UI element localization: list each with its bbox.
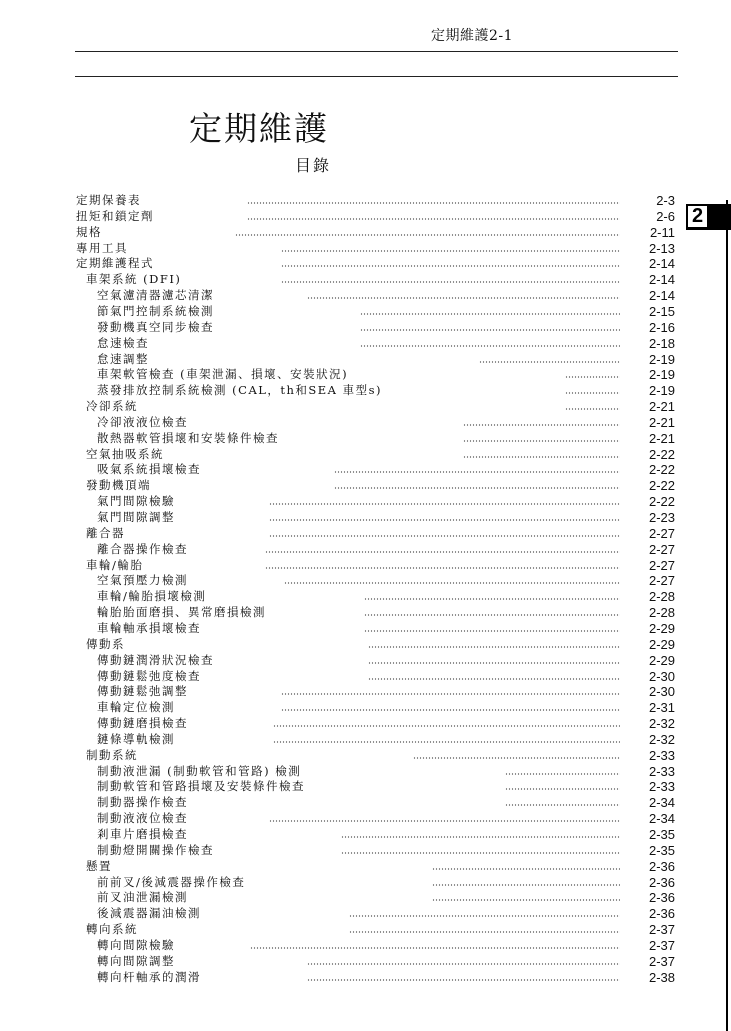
toc-entry-label: 制動軟管和管路損壞及安裝條件檢查	[97, 779, 305, 794]
dot-leader	[307, 297, 620, 299]
toc-entry-page: 2-23	[648, 510, 675, 525]
toc-entry-page: 2-31	[648, 700, 675, 716]
dot-leader	[463, 440, 620, 442]
toc-entry-page: 2-29	[648, 652, 675, 668]
toc-entry-label: 車輪軸承損壞檢查	[97, 620, 201, 635]
toc-entry[interactable]	[0, 320, 731, 336]
toc-heading: 目錄	[295, 156, 332, 175]
toc-entry-page: 2-14	[648, 272, 675, 288]
dot-leader	[235, 234, 620, 236]
dot-leader	[281, 250, 620, 252]
toc-entry-page: 2-30	[648, 684, 675, 700]
toc-entry-label: 空氣濾清器濾芯清潔	[97, 288, 214, 303]
toc-entry[interactable]	[0, 795, 731, 811]
toc-entry[interactable]	[0, 288, 731, 304]
toc-entry[interactable]	[0, 779, 731, 795]
dot-leader	[269, 820, 620, 822]
dot-leader	[463, 424, 620, 426]
dot-leader	[269, 503, 620, 505]
toc-entry[interactable]	[0, 637, 731, 653]
toc-entry[interactable]	[0, 225, 731, 241]
dot-leader	[247, 218, 620, 220]
toc-entry-page: 2-19	[648, 367, 675, 383]
toc-entry[interactable]	[0, 653, 731, 669]
toc-entry-page: 2-33	[648, 763, 675, 779]
toc-entry-label: 怠速檢查	[97, 335, 149, 350]
toc-entry[interactable]	[0, 336, 731, 352]
toc-entry-label: 轉向系統	[86, 922, 138, 937]
toc-entry[interactable]	[0, 558, 731, 574]
toc-entry[interactable]	[0, 859, 731, 875]
toc-entry[interactable]	[0, 352, 731, 368]
toc-entry-label: 冷卻液液位檢查	[97, 414, 188, 429]
toc-entry-page: 2-37	[648, 937, 675, 953]
dot-leader	[432, 868, 620, 870]
toc-entry-page: 2-32	[648, 731, 675, 747]
toc-entry[interactable]	[0, 431, 731, 447]
toc-entry[interactable]	[0, 573, 731, 589]
toc-entry-label: 離合器操作檢查	[97, 541, 188, 556]
dot-leader	[265, 551, 620, 553]
toc-entry-label: 空氣抽吸系統	[86, 446, 164, 461]
toc-entry-label: 前叉油泄漏檢測	[97, 890, 188, 905]
toc-entry[interactable]	[0, 922, 731, 938]
toc-entry-label: 車輪/輪胎	[86, 557, 144, 572]
toc-entry[interactable]	[0, 256, 731, 272]
toc-entry[interactable]	[0, 906, 731, 922]
toc-entry-label: 鏈條導軌檢測	[97, 731, 175, 746]
toc-entry-label: 輪胎胎面磨損、異常磨損檢測	[97, 605, 266, 620]
dot-leader	[269, 535, 620, 537]
toc-entry[interactable]	[0, 383, 731, 399]
dot-leader	[413, 757, 620, 759]
header-rule-top	[75, 51, 678, 52]
toc-entry[interactable]	[0, 193, 731, 209]
toc-entry-label: 轉向杆軸承的潤滑	[97, 969, 201, 984]
toc-entry-page: 2-27	[648, 557, 675, 573]
toc-entry[interactable]	[0, 843, 731, 859]
toc-entry-label: 車架軟管檢查 (車架泄漏、損壞、安裝狀況)	[97, 367, 349, 382]
toc-entry-label: 節氣門控制系統檢測	[97, 303, 214, 318]
dot-leader	[250, 947, 620, 949]
toc-entry[interactable]	[0, 621, 731, 637]
dot-leader	[281, 693, 620, 695]
toc-entry-label: 轉向間隙檢驗	[97, 937, 175, 952]
dot-leader	[341, 852, 620, 854]
dot-leader	[284, 582, 620, 584]
toc-entry[interactable]	[0, 415, 731, 431]
toc-entry[interactable]	[0, 589, 731, 605]
toc-entry[interactable]	[0, 890, 731, 906]
header-rule-bottom	[75, 76, 678, 77]
toc-entry-page: 2-21	[648, 399, 675, 415]
toc-entry-page: 2-14	[648, 288, 675, 304]
toc-entry-page: 2-32	[648, 716, 675, 732]
toc-entry-page: 2-6	[656, 208, 675, 224]
toc-entry-label: 專用工具	[76, 240, 128, 255]
toc-entry[interactable]	[0, 970, 731, 986]
toc-entry-label: 轉向間隙調整	[97, 953, 175, 968]
dot-leader	[360, 345, 620, 347]
toc-entry-label: 扭矩和鎖定劑	[76, 208, 154, 223]
toc-entry[interactable]	[0, 447, 731, 463]
toc-entry-page: 2-34	[648, 795, 675, 811]
toc-entry-page: 2-35	[648, 827, 675, 842]
toc-entry[interactable]	[0, 478, 731, 494]
toc-entry-page: 2-29	[648, 636, 675, 652]
toc-entry-page: 2-22	[648, 446, 675, 462]
toc-entry-page: 2-37	[648, 922, 675, 938]
toc-entry-page: 2-27	[648, 573, 675, 589]
dot-leader	[281, 265, 620, 267]
toc-entry-label: 懸置	[86, 858, 112, 873]
toc-entry-page: 2-27	[648, 525, 675, 541]
toc-entry[interactable]	[0, 700, 731, 716]
toc-entry-page: 2-14	[648, 256, 675, 272]
toc-entry-label: 剎車片磨損檢查	[97, 827, 188, 841]
toc-entry-page: 2-38	[648, 969, 675, 985]
dot-leader	[505, 788, 620, 790]
toc-entry-label: 氣門間隙檢驗	[97, 494, 175, 509]
toc-entry-page: 2-22	[648, 494, 675, 510]
toc-entry[interactable]	[0, 367, 731, 383]
toc-entry[interactable]	[0, 764, 731, 780]
dot-leader	[364, 598, 620, 600]
toc-entry-label: 散熱器軟管損壞和安裝條件檢查	[97, 430, 279, 445]
dot-leader	[281, 281, 620, 283]
toc-entry-page: 2-21	[648, 430, 675, 446]
toc-entry[interactable]	[0, 462, 731, 478]
toc-entry[interactable]	[0, 241, 731, 257]
dot-leader	[463, 456, 620, 458]
dot-leader	[349, 931, 620, 933]
toc-entry-page: 2-33	[648, 779, 675, 795]
dot-leader	[334, 471, 620, 473]
toc-entry-label: 傳動鏈潤滑狀況檢查	[97, 652, 214, 667]
toc-entry-label: 傳動系	[86, 636, 125, 651]
toc-entry-label: 規格	[76, 224, 102, 239]
toc-entry-label: 吸氣系統損壞檢查	[97, 462, 201, 477]
dot-leader	[247, 202, 620, 204]
toc-entry[interactable]	[0, 954, 731, 970]
toc-entry[interactable]	[0, 304, 731, 320]
toc-entry-label: 制動燈開關操作檢查	[97, 842, 214, 857]
dot-leader	[341, 836, 620, 838]
dot-leader	[265, 567, 620, 569]
toc-entry-label: 發動機真空同步檢查	[97, 319, 214, 334]
dot-leader	[505, 804, 620, 806]
dot-leader	[565, 408, 620, 410]
toc-entry[interactable]	[0, 526, 731, 542]
toc-entry-page: 2-3	[656, 193, 675, 208]
toc-entry-page: 2-29	[648, 620, 675, 636]
dot-leader	[565, 376, 620, 378]
toc-entry-label: 傳動鏈鬆弛度檢查	[97, 668, 201, 683]
toc-entry[interactable]	[0, 875, 731, 891]
toc-entry[interactable]	[0, 938, 731, 954]
toc-entry-label: 離合器	[86, 525, 125, 540]
toc-entry-label: 發動機頂端	[86, 478, 151, 493]
toc-entry-page: 2-35	[648, 842, 675, 858]
toc-entry-page: 2-36	[648, 858, 675, 874]
toc-entry-label: 車輪定位檢測	[97, 700, 175, 715]
toc-entry-page: 2-36	[648, 906, 675, 922]
toc-entry[interactable]	[0, 542, 731, 558]
toc-entry-label: 制動器操作檢查	[97, 795, 188, 810]
dot-leader	[307, 963, 620, 965]
toc-entry-page: 2-30	[648, 668, 675, 684]
toc-entry[interactable]	[0, 510, 731, 526]
toc-entry-page: 2-36	[648, 874, 675, 890]
toc-entry-page: 2-15	[648, 303, 675, 319]
toc-entry-label: 制動液泄漏 (制動軟管和管路) 檢測	[97, 763, 302, 778]
dot-leader	[360, 313, 620, 315]
toc-entry-label: 定期保養表	[76, 193, 141, 207]
toc-entry-page: 2-33	[648, 747, 675, 763]
toc-entry[interactable]	[0, 811, 731, 827]
dot-leader	[368, 662, 620, 664]
dot-leader	[360, 329, 620, 331]
toc-entry-label: 冷卻系統	[86, 399, 138, 414]
toc-entry[interactable]	[0, 732, 731, 748]
toc-entry-page: 2-21	[648, 414, 675, 430]
toc-entry[interactable]	[0, 827, 731, 843]
toc-entry-page: 2-37	[648, 953, 675, 969]
toc-entry-label: 車輪/輪胎損壞檢測	[97, 589, 207, 604]
toc-entry-label: 空氣預壓力檢測	[97, 573, 188, 588]
toc-entry-label: 怠速調整	[97, 351, 149, 366]
dot-leader	[479, 361, 620, 363]
toc-entry-page: 2-34	[648, 811, 675, 827]
toc-entry-page: 2-11	[649, 224, 675, 240]
toc-entry-page: 2-19	[648, 383, 675, 399]
toc-entry[interactable]	[0, 669, 731, 685]
toc-entry-label: 蒸發排放控制系統檢測 (CAL，th和SEA 車型s)	[97, 383, 383, 398]
toc-entry-label: 傳動鏈磨損檢查	[97, 716, 188, 731]
dot-leader	[281, 709, 620, 711]
toc-entry-page: 2-18	[648, 335, 675, 351]
running-header: 定期維護2-1	[431, 28, 514, 44]
toc-entry[interactable]	[0, 605, 731, 621]
dot-leader	[565, 392, 620, 394]
toc-entry[interactable]	[0, 716, 731, 732]
toc-entry-page: 2-28	[648, 605, 675, 621]
toc-entry-label: 車架系統 (DFI)	[86, 272, 182, 287]
toc-entry-page: 2-28	[648, 589, 675, 605]
toc-entry[interactable]	[0, 748, 731, 764]
toc-entry[interactable]	[0, 494, 731, 510]
toc-entry-page: 2-13	[648, 240, 675, 256]
page-title: 定期維護	[189, 109, 329, 148]
toc-entry[interactable]	[0, 684, 731, 700]
chapter-number: 2	[688, 206, 707, 227]
toc-entry-page: 2-22	[648, 478, 675, 494]
dot-leader	[364, 614, 620, 616]
dot-leader	[273, 725, 620, 727]
toc-entry-page: 2-27	[648, 541, 675, 557]
dot-leader	[334, 487, 620, 489]
dot-leader	[432, 884, 620, 886]
dot-leader	[505, 773, 620, 775]
toc-entry-label: 制動液液位檢查	[97, 811, 188, 826]
toc-entry-label: 氣門間隙調整	[97, 510, 175, 524]
dot-leader	[269, 519, 620, 521]
toc-entry[interactable]	[0, 209, 731, 225]
toc-entry-label: 前前叉/後減震器操作檢查	[97, 874, 246, 889]
toc-entry[interactable]	[0, 399, 731, 415]
dot-leader	[432, 899, 620, 901]
toc-entry[interactable]	[0, 272, 731, 288]
toc-entry-label: 傳動鏈鬆弛調整	[97, 684, 188, 699]
toc-entry-label: 後減震器漏油檢測	[97, 906, 201, 921]
toc-entry-page: 2-36	[648, 890, 675, 906]
toc-entry-page: 2-19	[648, 351, 675, 367]
toc-entry-label: 定期維護程式	[76, 256, 154, 271]
dot-leader	[368, 678, 620, 680]
toc-entry-page: 2-16	[648, 319, 675, 335]
dot-leader	[307, 979, 620, 981]
dot-leader	[349, 915, 620, 917]
dot-leader	[368, 646, 620, 648]
dot-leader	[273, 741, 620, 743]
dot-leader	[364, 630, 620, 632]
toc-entry-page: 2-22	[648, 462, 675, 478]
toc-entry-label: 制動系統	[86, 747, 138, 762]
